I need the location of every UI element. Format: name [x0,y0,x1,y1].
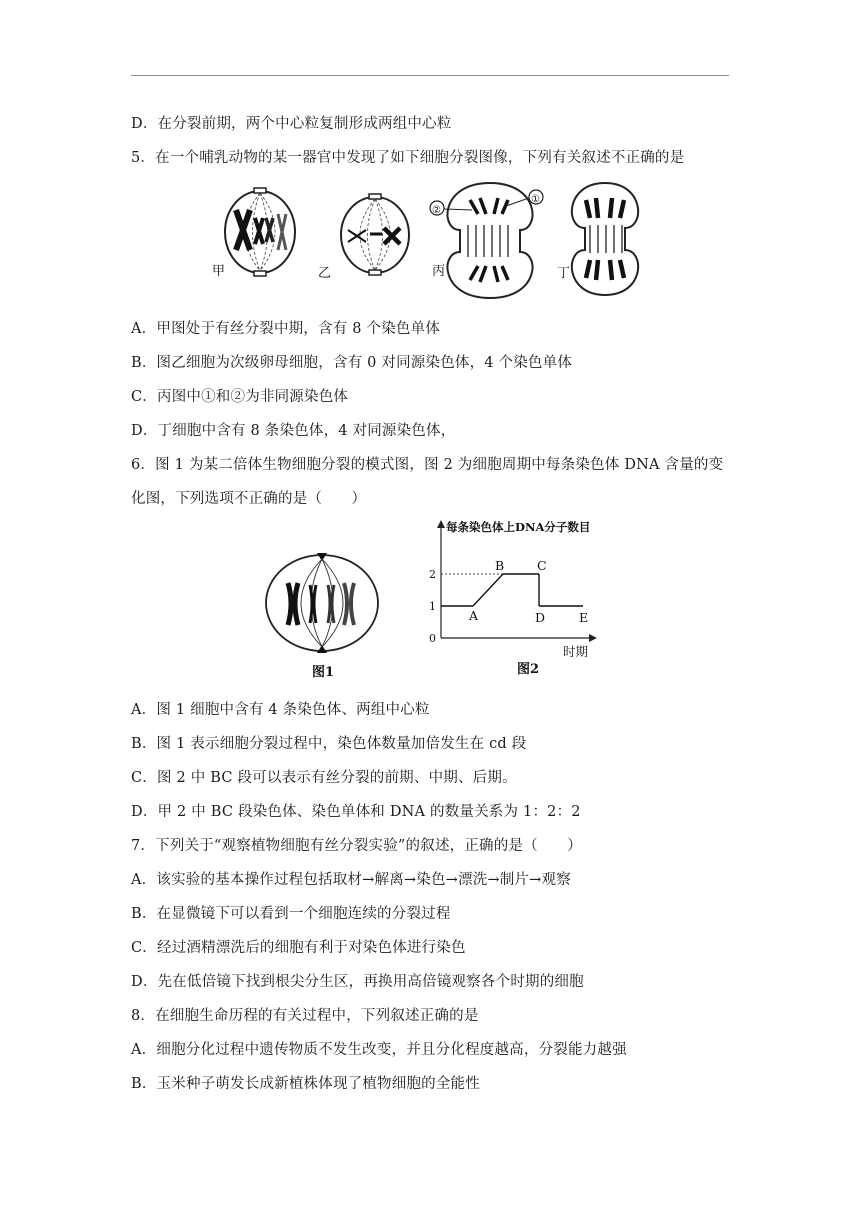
y-tick-label-2: 2 [429,568,436,581]
y-tick-label-1: 1 [429,600,436,613]
q6-option-c: C．图 2 中 BC 段可以表示有丝分裂的前期、中期、后期。 [131,770,517,786]
q8-option-a: A．细胞分化过程中遗传物质不发生改变，并且分化程度越高，分裂能力越强 [131,1042,627,1058]
q4-option-d: D．在分裂前期，两个中心粒复制形成两组中心粒 [131,116,452,132]
point-label-A: A [469,608,479,623]
label-circle-2: ② [432,205,441,216]
q7-stem: 7．下列关于“观察植物细胞有丝分裂实验”的叙述，正确的是（ ） [131,838,582,854]
figure-1-caption: 图1 [312,665,335,680]
point-label-E: E [579,610,589,625]
q6-option-b: B．图 1 表示细胞分裂过程中，染色体数量加倍发生在 cd 段 [131,736,527,752]
q5-option-a: A．甲图处于有丝分裂中期，含有 8 个染色单体 [131,321,441,337]
y-axis-label: 每条染色体上DNA分子数目 [446,520,591,534]
q6-option-a: A．图 1 细胞中含有 4 条染色体、两组中心粒 [131,702,430,718]
figure-2-chart [425,518,605,683]
cell-jia [225,188,295,276]
y-axis-arrow [437,520,445,528]
cell-yi [341,194,409,275]
q5-stem: 5．在一个哺乳动物的某一器官中发现了如下细胞分裂图像，下列有关叙述不正确的是 [131,150,685,166]
q5-option-b: B．图乙细胞为次级卵母细胞，含有 0 对同源染色体，4 个染色单体 [131,355,573,371]
point-label-B: B [495,558,505,573]
q7-option-a: A．该实验的基本操作过程包括取材→解离→染色→漂洗→制片→观察 [131,872,571,888]
x-axis-label: 时期 [563,644,589,659]
q7-option-d: D．先在低倍镜下找到根尖分生区，再换用高倍镜观察各个时期的细胞 [131,974,584,990]
header-rule [131,75,729,76]
cell-bing-label: 丙 [432,264,446,279]
x-axis-arrow [589,634,597,642]
q5-cell-figure [200,180,660,300]
q6-stem-line2: 化图，下列选项不正确的是（ ） [131,491,367,507]
q8-stem: 8．在细胞生命历程的有关过程中，下列叙述正确的是 [131,1008,479,1024]
q6-stem-line1: 6．图 1 为某二倍体生物细胞分裂的模式图，图 2 为细胞周期中每条染色体 DNA 含量的变 [131,457,724,473]
q7-option-b: B．在显微镜下可以看到一个细胞连续的分裂过程 [131,906,451,922]
point-label-C: C [537,558,547,573]
cell-ding-label: 丁 [557,266,571,281]
cell-ding [572,183,638,295]
cell-bing [430,183,543,298]
y-tick-label-0: 0 [429,632,436,645]
q6-option-d: D．甲 2 中 BC 段染色体、染色单体和 DNA 的数量关系为 1：2：2 [131,804,581,820]
label-circle-1: ① [531,194,540,205]
q8-option-b: B．玉米种子萌发长成新植株体现了植物细胞的全能性 [131,1076,480,1092]
figure-2-caption: 图2 [517,662,540,677]
q7-option-c: C．经过酒精漂洗后的细胞有利于对染色体进行染色 [131,940,466,956]
series-segment-1 [473,574,503,606]
q5-option-c: C．丙图中①和②为非同源染色体 [131,389,349,405]
cell-jia-label: 甲 [212,264,226,279]
figure-1 [260,545,390,685]
q5-option-d: D．丁细胞中含有 8 条染色体，4 对同源染色体， [131,423,456,439]
point-label-D: D [535,610,546,625]
cell-yi-label: 乙 [318,266,332,281]
